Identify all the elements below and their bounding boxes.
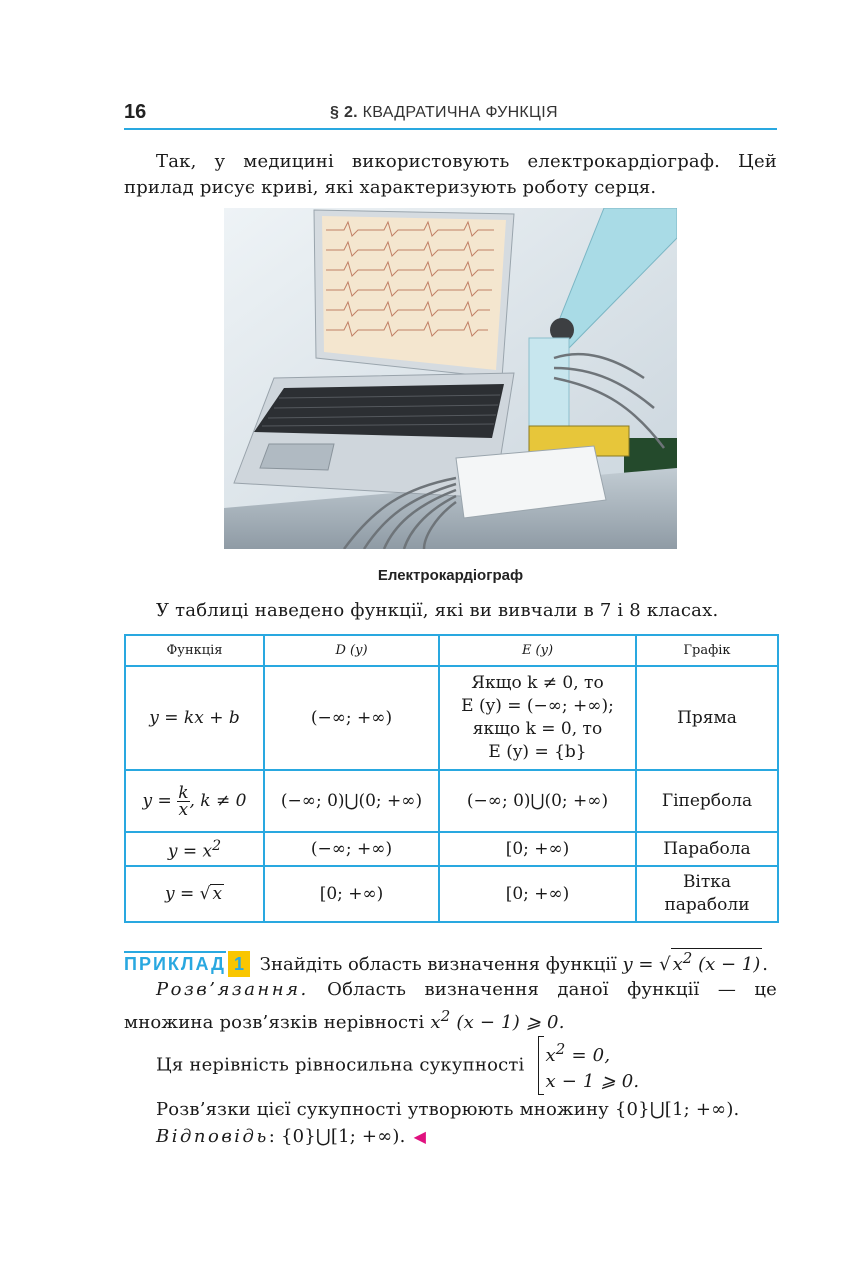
cell-domain: (−∞; +∞) (264, 832, 439, 866)
cell-function (125, 832, 264, 866)
graph-line: Вітка (682, 872, 732, 892)
fraction (177, 782, 189, 820)
example-task: Знайдіть область визначення функції (259, 954, 617, 975)
task-radicand (671, 948, 763, 974)
example-label: ПРИКЛАД (124, 951, 226, 974)
header-domain: D (y) (264, 635, 439, 666)
ecg-photo (224, 208, 677, 549)
table-row (125, 866, 778, 922)
table-row (125, 770, 778, 832)
radicand: x (212, 883, 223, 904)
section-mark: § 2. (330, 104, 358, 121)
task-end: . (762, 954, 768, 975)
solutions-paragraph: Розв’язки цієї сукупності утворюють множину {0}⋃[1; +∞). (156, 1099, 740, 1120)
task-radicand-exp: 2 (682, 949, 693, 967)
answer-label: Відповідь (156, 1126, 269, 1147)
system-line-1-base: x (545, 1045, 556, 1066)
func-exponent: 2 (212, 837, 222, 854)
cell-range (439, 666, 636, 770)
answer-paragraph (124, 1124, 777, 1150)
cell-graph: Парабола (636, 832, 778, 866)
cell-graph: Гіпербола (636, 770, 778, 832)
section-title: КВАДРАТИЧНА ФУНКЦІЯ (362, 104, 558, 121)
inequality-tail: (x − 1) ⩾ 0. (450, 1012, 565, 1033)
cell-graph: Пряма (636, 666, 778, 770)
functions-table (124, 634, 779, 923)
system-line-1-tail: = 0, (565, 1045, 611, 1066)
task-radicand-tail: (x − 1) (692, 954, 761, 975)
system-bracket (538, 1036, 639, 1095)
solution-text: Область визначення даної функції — це множина розв’язків нерівності (124, 979, 777, 1033)
fraction-denominator: x (178, 799, 189, 820)
graph-line: параболи (664, 895, 750, 915)
system-line-1 (545, 1036, 639, 1069)
running-header (330, 104, 558, 122)
table-row (125, 832, 778, 866)
func-condition: , k ≠ 0 (189, 790, 247, 811)
func-y: y = √ (164, 883, 211, 904)
cell-range: [0; +∞) (439, 832, 636, 866)
range-line: E (y) = (−∞; +∞); (461, 696, 614, 716)
cell-domain: (−∞; +∞) (264, 666, 439, 770)
task-radicand-base: x (672, 954, 683, 975)
header-graph: Графік (636, 635, 778, 666)
intro-paragraph: Так, у медицині використовують електрокардіограф. Цей прилад рисує криві, які характеризують роботу серця. (124, 151, 777, 198)
task-formula-y: y = √ (622, 954, 671, 975)
func-y: y = (142, 790, 172, 811)
solution-paragraph (124, 977, 777, 1036)
cell-graph (636, 866, 778, 922)
range-line: E (y) = {b} (488, 742, 587, 762)
inequality-base: x (430, 1012, 441, 1033)
fraction-numerator: k (178, 782, 189, 803)
equivalence-text: Ця нерівність рівносильна сукупності (156, 1054, 525, 1076)
task-formula (622, 949, 762, 975)
table-header-row (125, 635, 778, 666)
cell-range: (−∞; 0)⋃(0; +∞) (439, 770, 636, 832)
func-base: y = x (167, 841, 213, 862)
equivalence-paragraph (124, 1036, 777, 1095)
page-number: 16 (124, 101, 147, 123)
system-line-1-exp: 2 (555, 1040, 566, 1058)
cell-range: [0; +∞) (439, 866, 636, 922)
header-range: E (y) (439, 635, 636, 666)
header-function: Функція (125, 635, 264, 666)
cell-domain: [0; +∞) (264, 866, 439, 922)
cell-domain: (−∞; 0)⋃(0; +∞) (264, 770, 439, 832)
example-heading (124, 948, 784, 978)
cell-function: y = kx + b (125, 666, 264, 770)
example-number: 1 (228, 951, 250, 977)
range-line: якщо k = 0, то (472, 719, 603, 739)
table-intro: У таблиці наведено функції, які ви вивчали в 7 і 8 класах. (156, 600, 719, 621)
answer-value: : {0}⋃[1; +∞). (268, 1126, 406, 1147)
inequality (430, 1007, 565, 1033)
header-rule (124, 128, 777, 130)
solution-label: Розв’язання. (156, 979, 309, 1000)
end-marker-icon: ◀ (413, 1127, 427, 1146)
cell-function (125, 866, 264, 922)
table-row (125, 666, 778, 770)
inequality-exp: 2 (440, 1007, 451, 1025)
range-line: Якщо k ≠ 0, то (471, 673, 604, 693)
figure-caption: Електрокардіограф (377, 567, 524, 584)
system-line-2: x − 1 ⩾ 0. (545, 1071, 640, 1092)
cell-function (125, 770, 264, 832)
ecg-illustration (224, 208, 677, 549)
